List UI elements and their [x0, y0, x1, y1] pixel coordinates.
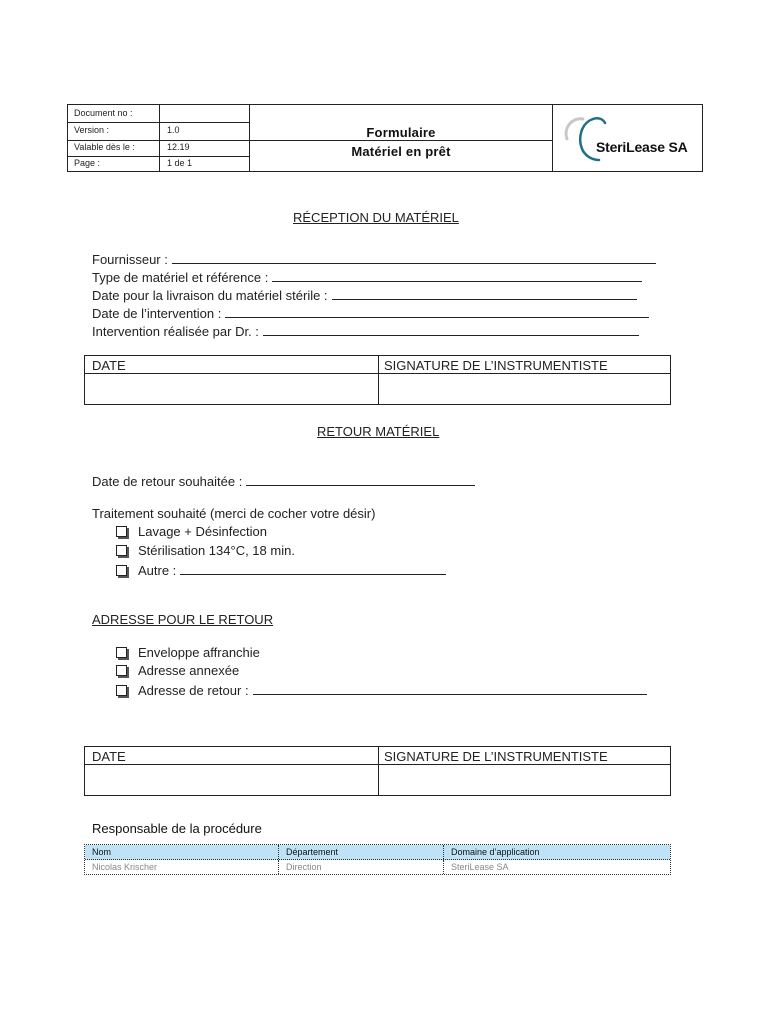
col-name-header: Nom — [85, 845, 279, 859]
table-row — [85, 860, 670, 874]
checkbox-return-address-label: Adresse de retour : — [138, 683, 249, 698]
sig1-date-cell[interactable] — [85, 374, 377, 404]
reception-heading: RÉCEPTION DU MATÉRIEL — [293, 210, 459, 225]
supplier-input-line[interactable] — [172, 251, 656, 264]
page-value: 1 de 1 — [167, 158, 193, 168]
material-type-field-row — [92, 269, 642, 285]
intervention-date-input-line[interactable] — [225, 305, 649, 318]
company-logo — [553, 105, 703, 171]
doc-no-label: Document no : — [74, 108, 133, 118]
checkbox-address-attached[interactable] — [116, 663, 239, 678]
sig2-signature-cell[interactable] — [379, 765, 670, 795]
intervention-doctor-input-line[interactable] — [263, 323, 639, 336]
col-scope-header: Domaine d’application — [451, 847, 540, 857]
intervention-doctor-field-row — [92, 323, 639, 339]
sig2-date-cell[interactable] — [85, 765, 377, 795]
other-input-line[interactable] — [180, 562, 446, 575]
cell-scope: SteriLease SA — [451, 862, 509, 872]
delivery-date-field-row — [92, 287, 637, 303]
checkbox-icon[interactable] — [116, 685, 127, 696]
intervention-doctor-label: Intervention réalisée par Dr. : — [92, 324, 259, 339]
checkbox-icon[interactable] — [116, 565, 127, 576]
checkbox-icon[interactable] — [116, 647, 127, 658]
checkbox-other-label: Autre : — [138, 563, 177, 578]
checkbox-wash-disinfect[interactable] — [116, 524, 267, 539]
intervention-date-label: Date de l’intervention : — [92, 306, 222, 321]
cell-name: Nicolas Krischer — [85, 860, 279, 874]
checkbox-sterilization[interactable] — [116, 543, 295, 558]
checkbox-wash-disinfect-label: Lavage + Désinfection — [138, 524, 268, 539]
treatment-intro: Traitement souhaité (merci de cocher votre désir) — [92, 506, 376, 521]
checkbox-other[interactable] — [116, 562, 446, 578]
sig2-date-label: DATE — [92, 749, 126, 764]
checkbox-address-attached-label: Adresse annexée — [138, 663, 240, 678]
version-label: Version : — [74, 125, 110, 135]
cell-department: Direction — [279, 860, 444, 874]
page-label: Page : — [74, 158, 101, 168]
checkbox-icon[interactable] — [116, 665, 127, 676]
delivery-date-input-line[interactable] — [332, 287, 637, 300]
checkbox-return-address[interactable] — [116, 682, 647, 698]
supplier-field-row — [92, 251, 656, 267]
checkbox-icon[interactable] — [116, 526, 127, 537]
return-address-heading: ADRESSE POUR LE RETOUR — [92, 612, 274, 627]
supplier-label: Fournisseur : — [92, 252, 168, 267]
checkbox-stamped-envelope-label: Enveloppe affranchie — [138, 645, 260, 660]
procedure-owner-title: Responsable de la procédure — [92, 821, 262, 836]
return-date-field-row — [92, 473, 475, 489]
document-header-table — [67, 104, 703, 172]
valid-from-label: Valable dès le : — [74, 142, 135, 152]
return-date-label: Date de retour souhaitée : — [92, 474, 243, 489]
return-address-input-line[interactable] — [253, 682, 647, 695]
return-heading: RETOUR MATÉRIEL — [317, 424, 440, 439]
table-header-row — [85, 845, 670, 860]
col-department-header: Département — [279, 845, 444, 859]
intervention-date-field-row — [92, 305, 649, 321]
valid-from-value: 12.19 — [167, 142, 190, 152]
form-title-line1: Formulaire — [366, 125, 436, 140]
delivery-date-label: Date pour la livraison du matériel stérile : — [92, 288, 328, 303]
material-type-input-line[interactable] — [272, 269, 642, 282]
material-type-label: Type de matériel et référence : — [92, 270, 269, 285]
procedure-owner-table — [84, 844, 671, 875]
logo-text: SteriLease SA — [596, 139, 688, 155]
return-date-input-line[interactable] — [246, 473, 475, 486]
sig1-date-label: DATE — [92, 358, 126, 373]
form-title-line2: Matériel en prêt — [351, 144, 451, 159]
sig1-signature-label: SIGNATURE DE L’INSTRUMENTISTE — [384, 358, 608, 373]
signature-table-return — [84, 746, 671, 796]
version-value: 1.0 — [167, 125, 180, 135]
sig2-signature-label: SIGNATURE DE L’INSTRUMENTISTE — [384, 749, 608, 764]
logo-swoosh-icon — [553, 105, 703, 171]
sig1-signature-cell[interactable] — [379, 374, 670, 404]
checkbox-icon[interactable] — [116, 545, 127, 556]
signature-table-reception — [84, 355, 671, 405]
checkbox-stamped-envelope[interactable] — [116, 645, 260, 660]
checkbox-sterilization-label: Stérilisation 134°C, 18 min. — [138, 543, 295, 558]
